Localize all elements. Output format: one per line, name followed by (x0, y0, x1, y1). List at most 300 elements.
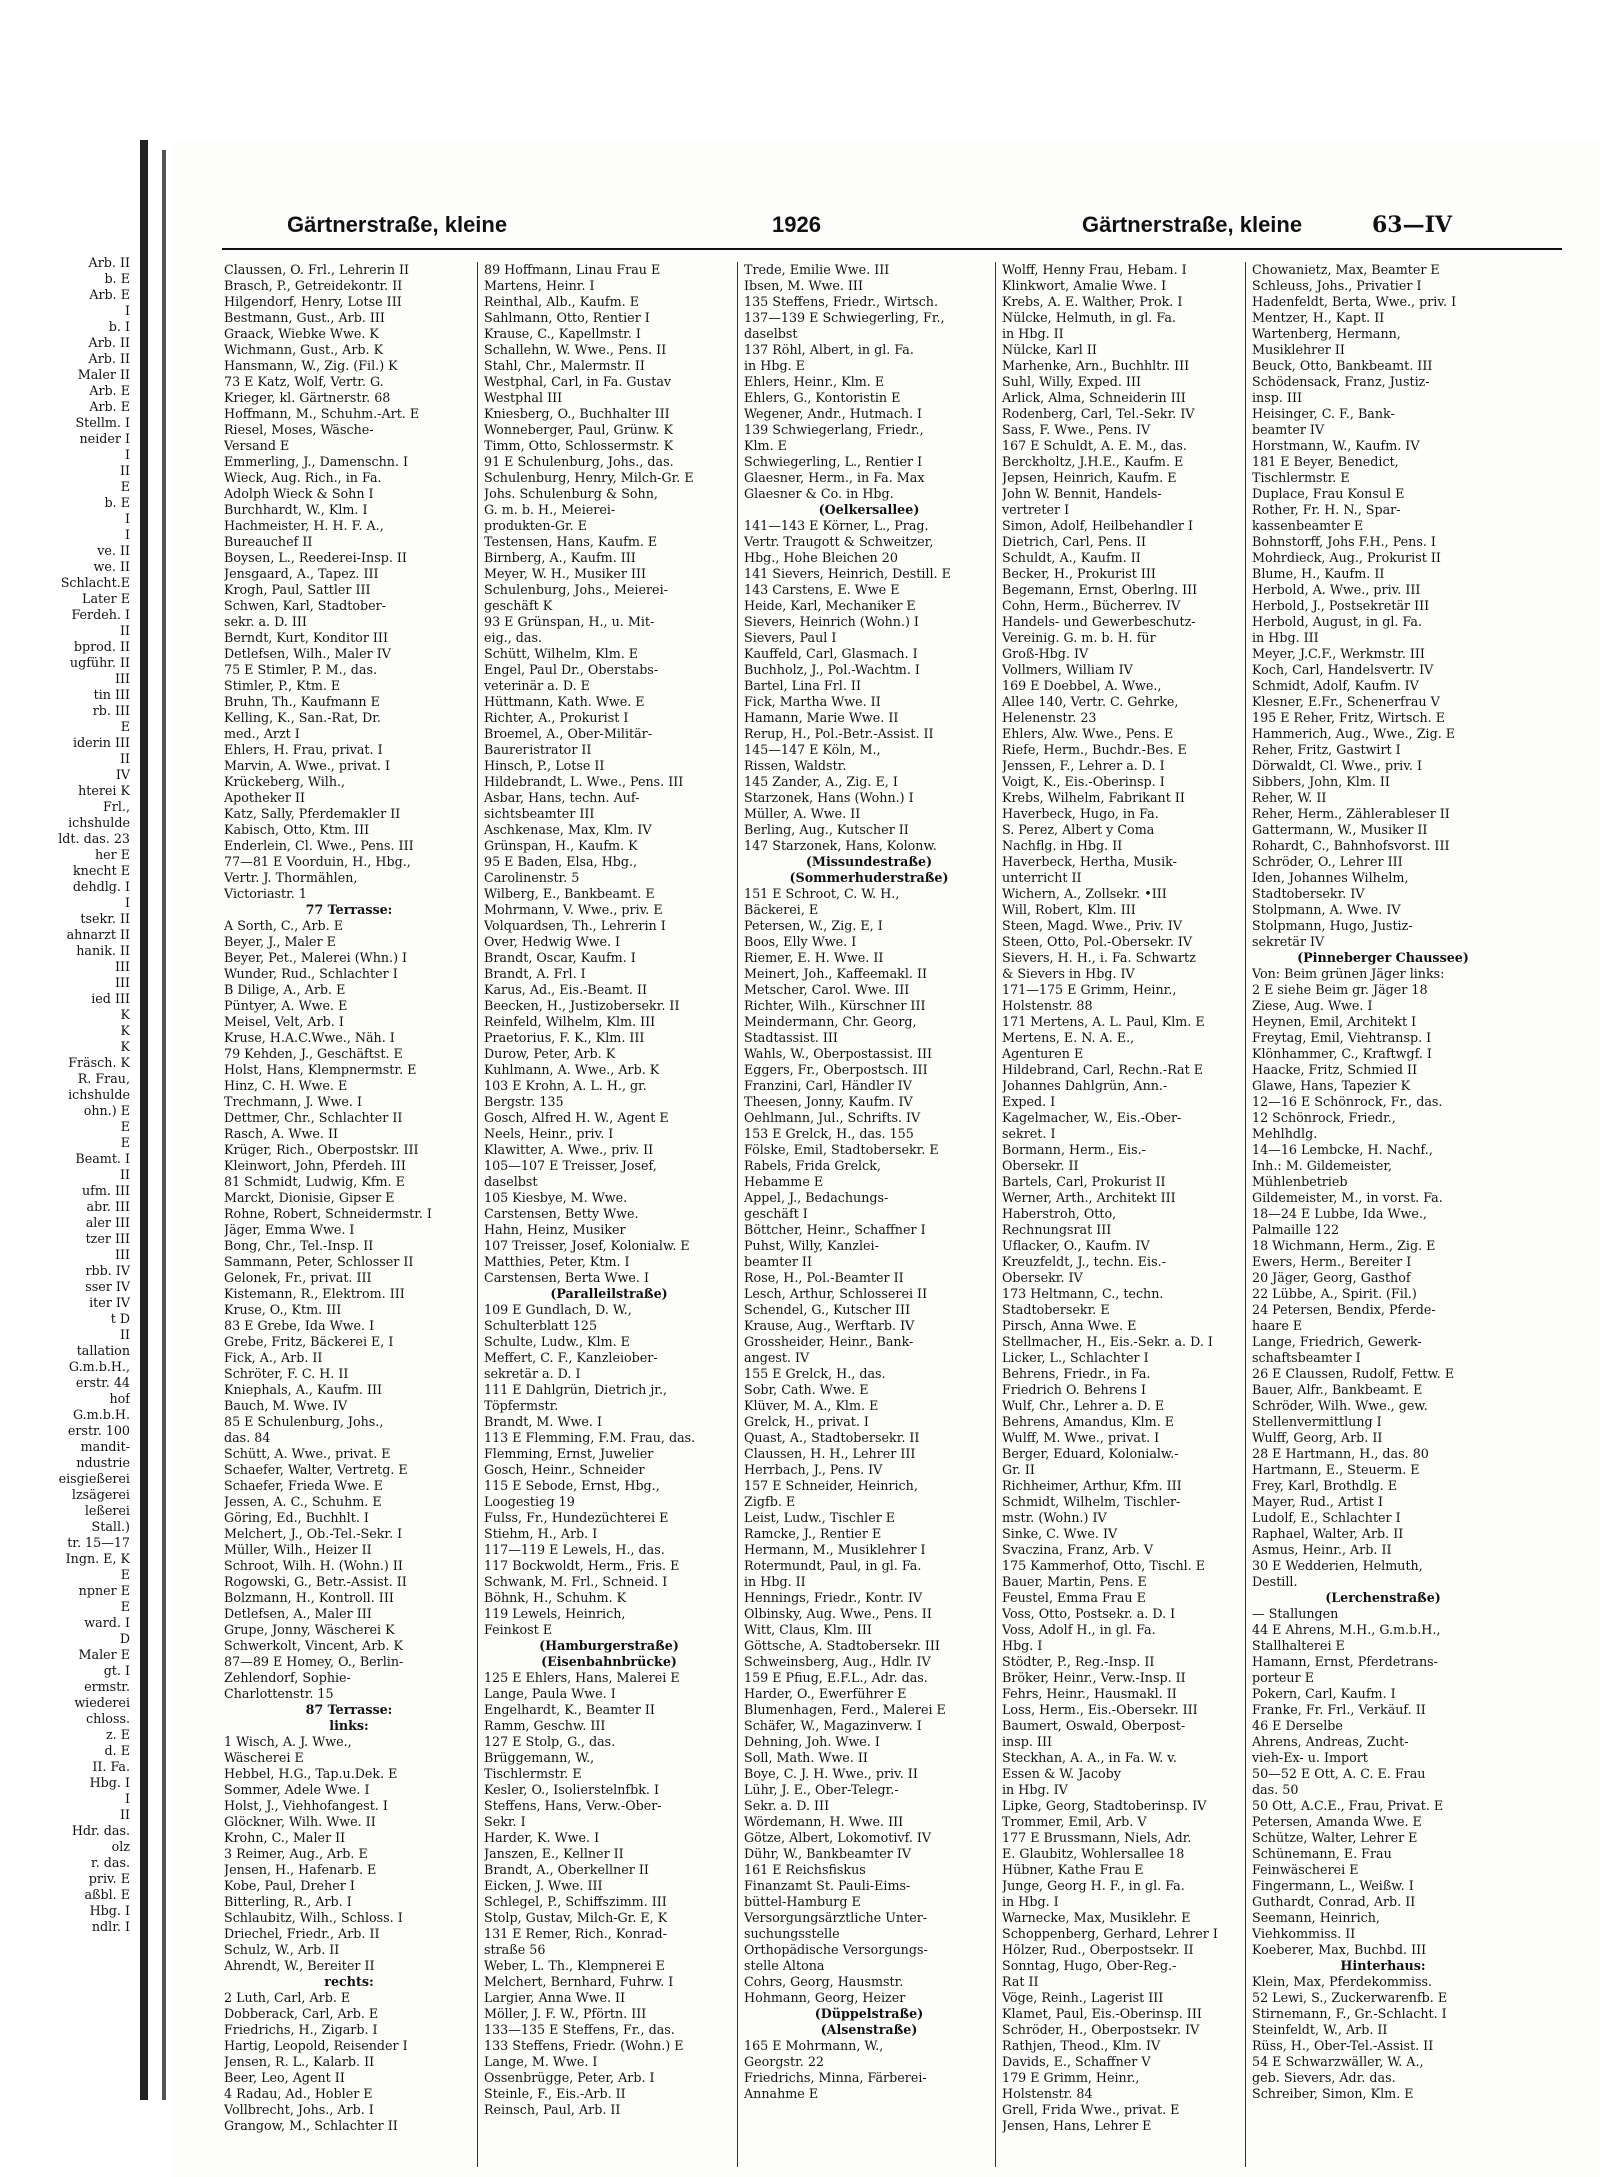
directory-line: 115 E Sebode, Ernst, Hbg., (484, 1478, 660, 1493)
left-fragment-line: Hbg. I (89, 1903, 130, 1918)
directory-line: 145 Zander, A., Zig. E, I (744, 774, 898, 789)
directory-line: Beyer, Pet., Malerei (Whn.) I (224, 950, 408, 965)
directory-line: Riemer, E. H. Wwe. II (744, 950, 884, 965)
directory-line: Krebs, Wilhelm, Fabrikant II (1002, 790, 1185, 805)
directory-line: 151 E Schroot, C. W. H., (744, 886, 900, 901)
directory-line: Asmus, Heinr., Arb. II (1252, 1542, 1392, 1557)
directory-line: Bauer, Martin, Pens. E (1002, 1574, 1147, 1589)
directory-line: 28 E Hartmann, H., das. 80 (1252, 1446, 1429, 1461)
left-fragment-line: Ingn. E, K (65, 1551, 130, 1566)
directory-line: Ramcke, J., Rentier E (744, 1526, 882, 1541)
directory-line: Reher, Fritz, Gastwirt I (1252, 742, 1401, 757)
directory-line: Hansmann, W., Zig. (Fil.) K (224, 358, 398, 373)
directory-line: Schwerkolt, Vincent, Arb. K (224, 1638, 403, 1653)
directory-line: Schütt, Wilhelm, Klm. E (484, 646, 639, 661)
left-fragment-line: Arb. E (89, 383, 130, 398)
directory-line: sekretär a. D. I (484, 1366, 581, 1381)
directory-line: Kruse, O., Ktm. III (224, 1302, 342, 1317)
directory-line: Fehrs, Heinr., Hausmakl. II (1002, 1686, 1177, 1701)
directory-line: Carstensen, Betty Wwe. (484, 1206, 639, 1221)
directory-line: Töpfermstr. (484, 1398, 559, 1413)
directory-line: in Hbg. III (1252, 630, 1319, 645)
directory-line: Detlefsen, A., Maler III (224, 1606, 372, 1621)
directory-line: 50 Ott, A.C.E., Frau, Privat. E (1252, 1798, 1444, 1813)
directory-line: Vertr. Traugott & Schweitzer, (744, 534, 934, 549)
directory-line: 173 Heltmann, C., techn. (1002, 1286, 1164, 1301)
directory-line: 2 Luth, Carl, Arb. E (224, 1990, 351, 2005)
left-fragment-line: ufm. III (82, 1183, 130, 1198)
left-fragment-line: Fräsch. K (68, 1055, 130, 1070)
directory-line: Stallhalterei E (1252, 1638, 1345, 1653)
directory-line: Grell, Frida Wwe., privat. E (1002, 2102, 1180, 2117)
directory-line: sichtsbeamter III (484, 806, 595, 821)
directory-line: 95 E Baden, Elsa, Hbg., (484, 854, 638, 869)
directory-line: (Hamburgerstraße) (539, 1638, 679, 1653)
left-fragment-line: hterei K (78, 783, 130, 798)
directory-line: Wartenberg, Hermann, (1252, 326, 1401, 341)
left-fragment-line: ward. I (84, 1615, 130, 1630)
directory-line: 14—16 Lembcke, H. Nachf., (1252, 1142, 1433, 1157)
directory-line: Stödter, P., Reg.-Insp. II (1002, 1654, 1155, 1669)
left-fragment-line: rb. III (92, 703, 130, 718)
directory-line: 24 Petersen, Bendix, Pferde- (1252, 1302, 1436, 1317)
left-fragment-line: z. E (105, 1727, 130, 1742)
directory-line: Riesel, Moses, Wäsche- (224, 422, 374, 437)
left-fragment-line: npner E (78, 1583, 130, 1598)
directory-line: (Düppelstraße) (814, 2006, 924, 2021)
directory-line: straße 56 (484, 1942, 546, 1957)
directory-line: Marckt, Dionisie, Gipser E (224, 1190, 395, 1205)
directory-line: Voss, Otto, Postsekr. a. D. I (1002, 1606, 1176, 1621)
directory-line: Versorgungsärztliche Unter- (744, 1910, 928, 1925)
directory-line: Jensen, H., Hafenarb. E (224, 1862, 377, 1877)
directory-line: Rüss, H., Ober-Tel.-Assist. II (1252, 2038, 1434, 2053)
directory-line: in Hbg. II (744, 1574, 806, 1589)
directory-line: Timm, Otto, Schlossermstr. K (484, 438, 674, 453)
left-fragment-line: II. Fa. (92, 1759, 130, 1774)
directory-line: Leist, Ludw., Tischler E (744, 1510, 896, 1525)
left-fragment-line: Arb. II (88, 351, 130, 366)
directory-line: Will, Robert, Klm. III (1002, 902, 1136, 917)
book-gutter-shadow (140, 140, 148, 2100)
directory-line: Baumert, Oswald, Oberpost- (1002, 1718, 1186, 1733)
directory-line: Praetorius, F. K., Klm. III (484, 1030, 645, 1045)
directory-line: Junge, Georg H. F., in gl. Fa. (1002, 1878, 1185, 1893)
directory-line: Wichmann, Gust., Arb. K (224, 342, 384, 357)
directory-line: Vöge, Reinh., Lagerist III (1002, 1990, 1164, 2005)
directory-line: Klein, Max, Pferdekommiss. (1252, 1974, 1433, 1989)
directory-line: 143 Carstens, E. Wwe E (744, 582, 900, 597)
left-fragment-line: E (120, 1119, 130, 1134)
directory-line: Rasch, A. Wwe. II (224, 1126, 338, 1141)
directory-line: Duplace, Frau Konsul E (1252, 486, 1405, 501)
directory-line: Jessen, A. C., Schuhm. E (224, 1494, 382, 1509)
column-2 (484, 262, 734, 2118)
left-fragment-line: ndlr. I (91, 1919, 130, 1934)
directory-line: Raphael, Walter, Arb. II (1252, 1526, 1404, 1541)
directory-line: Dehning, Joh. Wwe. I (744, 1734, 880, 1749)
directory-line: Krüger, Rich., Oberpostskr. III (224, 1142, 419, 1157)
directory-line: Rodenberg, Carl, Tel.-Sekr. IV (1002, 406, 1195, 421)
directory-line: Müller, A. Wwe. II (744, 806, 861, 821)
directory-line: Klesner, E.Fr., Schenerfrau V (1252, 694, 1440, 709)
directory-line: angest. IV (744, 1350, 810, 1365)
directory-line: sekret. I (1002, 1126, 1056, 1141)
directory-line: Kauffeld, Carl, Glasmach. I (744, 646, 918, 661)
directory-line: Harder, K. Wwe. I (484, 1830, 600, 1845)
directory-line: 125 E Ehlers, Hans, Malerei E (484, 1670, 680, 1685)
directory-line: Hermann, M., Musiklehrer I (744, 1542, 926, 1557)
directory-line: Obersekr. IV (1002, 1270, 1083, 1285)
directory-line: Sinke, C. Wwe. IV (1002, 1526, 1118, 1541)
directory-line: Klm. E (744, 438, 787, 453)
directory-line: Sibbers, John, Klm. II (1252, 774, 1390, 789)
directory-line: 179 E Grimm, Heinr., (1002, 2070, 1140, 2085)
left-fragment-line: I (124, 895, 130, 910)
directory-line: Gosch, Alfred H. W., Agent E (484, 1110, 669, 1125)
directory-line: Berndt, Kurt, Konditor III (224, 630, 388, 645)
directory-line: Matthies, Peter, Ktm. I (484, 1254, 630, 1269)
directory-line: 18 Wichmann, Herm., Zig. E (1252, 1238, 1436, 1253)
left-fragment-line: tzer III (85, 1231, 130, 1246)
directory-line: Schreiber, Simon, Klm. E (1252, 2086, 1414, 2101)
directory-line: Hinterhaus: (1340, 1958, 1426, 1973)
directory-line: Wahls, W., Oberpostassist. III (744, 1046, 933, 1061)
directory-line: Jensgaard, A., Tapez. III (224, 566, 379, 581)
directory-line: Marhenke, Arn., Buchhltr. III (1002, 358, 1190, 373)
directory-line: Exped. I (1002, 1094, 1056, 1109)
directory-line: Johannes Dahlgrün, Ann.- (1002, 1078, 1168, 1093)
left-fragment-line: aßbl. E (84, 1887, 130, 1902)
directory-line: Stellenvermittlung I (1252, 1414, 1382, 1429)
directory-line: Hübner, Kathe Frau E (1002, 1862, 1144, 1877)
directory-line: Mehlhdlg. (1252, 1126, 1318, 1141)
directory-line: Schulenburg, Johs., Meierei- (484, 582, 668, 597)
directory-line: Fulss, Fr., Hundezüchterei E (484, 1510, 669, 1525)
directory-line: Uflacker, O., Kaufm. IV (1002, 1238, 1150, 1253)
directory-line: Götze, Albert, Lokomotivf. IV (744, 1830, 932, 1845)
left-fragment-line: Schlacht.E (60, 575, 130, 590)
directory-line: Lange, M. Wwe. I (484, 2054, 598, 2069)
directory-line: porteur E (1252, 1670, 1314, 1685)
directory-line: Wulff, Georg, Arb. II (1252, 1430, 1383, 1445)
directory-line: Westphal, Carl, in Fa. Gustav (484, 374, 672, 389)
directory-line: Herbold, J., Postsekretär III (1252, 598, 1430, 613)
left-fragment-line: hof (109, 1391, 130, 1406)
directory-line: Hahn, Heinz, Musiker (484, 1222, 626, 1237)
directory-line: Glaesner, Herm., in Fa. Max (744, 470, 925, 485)
directory-line: Detlefsen, Wilh., Maler IV (224, 646, 391, 661)
left-fragment-line: ichshulde (68, 815, 130, 830)
left-fragment-line: II (119, 1807, 130, 1822)
directory-line: 87 Terrasse: (305, 1702, 393, 1717)
directory-line: Richheimer, Arthur, Kfm. III (1002, 1478, 1182, 1493)
directory-line: 153 E Grelck, H., das. 155 (744, 1126, 914, 1141)
directory-line: Hennings, Friedr., Kontr. IV (744, 1590, 923, 1605)
directory-line: Schaefer, Walter, Vertretg. E (224, 1462, 408, 1477)
directory-line: Meyer, W. H., Musiker III (484, 566, 647, 581)
directory-line: Quast, A., Stadtobersekr. II (744, 1430, 920, 1445)
directory-line: Hartmann, E., Steuerm. E (1252, 1462, 1420, 1477)
directory-line: 181 E Beyer, Benedict, (1252, 454, 1399, 469)
directory-line: Holstenstr. 88 (1002, 998, 1093, 1013)
directory-line: Victoriastr. 1 (224, 886, 307, 901)
directory-line: Schäfer, W., Magazinverw. I (744, 1718, 922, 1733)
left-fragment-line: Arb. II (88, 255, 130, 270)
directory-line: Schweinsberg, Aug., Hdlr. IV (744, 1654, 931, 1669)
directory-line: 50—52 E Ott, A. C. E. Frau (1252, 1766, 1426, 1781)
directory-line: Grelck, H., privat. I (744, 1414, 869, 1429)
directory-line: Herrbach, J., Pens. IV (744, 1462, 883, 1477)
directory-line: Schwen, Karl, Stadtober- (224, 598, 387, 613)
directory-line: Tischlermstr. E (484, 1766, 582, 1781)
left-fragment-line: b. E (104, 271, 130, 286)
directory-line: (Paralleilstraße) (550, 1286, 668, 1301)
directory-line: Feinkost E (484, 1622, 553, 1637)
directory-line: Hachmeister, H. H. F. A., (224, 518, 384, 533)
directory-line: Haberstroh, Otto, (1002, 1206, 1117, 1221)
directory-line: Kistemann, R., Elektrom. III (224, 1286, 405, 1301)
directory-line: Zehlendorf, Sophie- (224, 1670, 351, 1685)
directory-line: Hohmann, Georg, Heizer (744, 1990, 906, 2005)
directory-line: Klawitter, A. Wwe., priv. II (484, 1142, 654, 1157)
directory-line: 75 E Stimler, P. M., das. (224, 662, 378, 677)
left-fragment-line: III (114, 671, 130, 686)
directory-line: Obersekr. II (1002, 1158, 1079, 1173)
left-fragment-line: E (120, 479, 130, 494)
directory-line: 2 E siehe Beim gr. Jäger 18 (1252, 982, 1428, 997)
directory-line: 46 E Derselbe (1252, 1718, 1343, 1733)
directory-line: Hoffmann, M., Schuhm.-Art. E (224, 406, 420, 421)
left-fragment-line: E (120, 1599, 130, 1614)
left-fragment-line: her E (94, 847, 130, 862)
directory-line: in Hbg. IV (1002, 1782, 1068, 1797)
directory-line: mstr. (Wohn.) IV (1002, 1510, 1107, 1525)
directory-line: das. 84 (224, 1430, 271, 1445)
directory-line: Hbg. I (1002, 1638, 1043, 1653)
directory-line: Handels- und Gewerbeschutz- (1002, 614, 1196, 629)
directory-line: 145—147 E Köln, M., (744, 742, 881, 757)
directory-line: haare E (1252, 1318, 1303, 1333)
directory-line: Appel, J., Bedachungs- (744, 1190, 889, 1205)
directory-line: Meffert, C. F., Kanzleiober- (484, 1350, 658, 1365)
directory-line: Sammann, Peter, Schlosser II (224, 1254, 414, 1269)
directory-line: med., Arzt I (224, 726, 300, 741)
directory-line: 167 E Schuldt, A. E. M., das. (1002, 438, 1187, 453)
directory-line: Schröter, F. C. H. II (224, 1366, 349, 1381)
directory-line: Sahlmann, Otto, Rentier I (484, 310, 650, 325)
left-page-text (0, 255, 130, 1935)
directory-line: Jensen, R. L., Kalarb. II (224, 2054, 375, 2069)
directory-line: Beecken, H., Justizobersekr. II (484, 998, 680, 1013)
directory-line: Burchhardt, W., Klm. I (224, 502, 368, 517)
directory-line: Berckholtz, J.H.E., Kaufm. E (1002, 454, 1184, 469)
directory-line: Pokern, Carl, Kaufm. I (1252, 1686, 1396, 1701)
directory-line: Asbar, Hans, techn. Auf- (484, 790, 640, 805)
directory-line: Grangow, M., Schlachter II (224, 2118, 398, 2133)
directory-line: Heide, Karl, Mechaniker E (744, 598, 916, 613)
directory-line: Ewers, Herm., Bereiter I (1252, 1254, 1412, 1269)
left-fragment-line: III (114, 1247, 130, 1262)
directory-line: Nülcke, Helmuth, in gl. Fa. (1002, 310, 1176, 325)
directory-line: Steffens, Hans, Verw.-Ober- (484, 1798, 662, 1813)
directory-line: Schulenburg, Henry, Milch-Gr. E (484, 470, 694, 485)
left-fragment-line: tsekr. II (80, 911, 130, 926)
directory-line: Rose, H., Pol.-Beamter II (744, 1270, 904, 1285)
directory-line: Krieger, kl. Gärtnerstr. 68 (224, 390, 391, 405)
directory-line: Sommer, Adele Wwe. I (224, 1782, 370, 1797)
directory-line: 89 Hoffmann, Linau Frau E (484, 262, 661, 277)
directory-line: Koeberer, Max, Buchbd. III (1252, 1942, 1427, 1957)
directory-line: Mohrdieck, Aug., Prokurist II (1252, 550, 1441, 565)
directory-line: 20 Jäger, Georg, Gasthof (1252, 1270, 1411, 1285)
directory-line: Ehlers, H. Frau, privat. I (224, 742, 383, 757)
directory-line: 147 Starzonek, Hans, Kolonw. (744, 838, 937, 853)
directory-line: Klamet, Paul, Eis.-Oberinsp. III (1002, 2006, 1202, 2021)
directory-line: 91 E Schulenburg, Johs., das. (484, 454, 674, 469)
directory-line: Stolp, Gustav, Milch-Gr. E, K (484, 1910, 668, 1925)
directory-line: Melchert, Bernhard, Fuhrw. I (484, 1974, 674, 1989)
directory-line: 165 E Mohrmann, W., (744, 2038, 884, 2053)
directory-line: veterinär a. D. E (484, 678, 590, 693)
directory-line: Schroot, Wilh. H. (Wohn.) II (224, 1558, 403, 1573)
directory-line: Steckhan, A. A., in Fa. W. v. (1002, 1750, 1177, 1765)
directory-line: Driechel, Friedr., Arb. II (224, 1926, 380, 1941)
directory-line: Brandt, Oscar, Kaufm. I (484, 950, 636, 965)
directory-line: Reher, Herm., Zählerableser II (1252, 806, 1450, 821)
column-3 (744, 262, 994, 2102)
directory-line: Heisinger, C. F., Bank- (1252, 406, 1395, 421)
directory-line: vieh-Ex- u. Import (1252, 1750, 1368, 1765)
directory-line: daselbst (484, 1174, 538, 1189)
directory-line: Rat II (1002, 1974, 1039, 1989)
directory-line: Voss, Adolf H., in gl. Fa. (1002, 1622, 1156, 1637)
directory-line: eig., das. (484, 630, 543, 645)
directory-line: Glawe, Hans, Tapezier K (1252, 1078, 1411, 1093)
directory-line: Klinkwort, Amalie Wwe. I (1002, 278, 1167, 293)
directory-line: Ahrendt, W., Bereiter II (224, 1958, 375, 1973)
directory-line: Haverbeck, Hugo, in Fa. (1002, 806, 1159, 821)
left-fragment-line: abr. III (86, 1199, 130, 1214)
directory-line: Guthardt, Conrad, Arb. II (1252, 1894, 1416, 1909)
directory-line: in Hbg. II (1002, 326, 1064, 341)
directory-line: Kagelmacher, W., Eis.-Ober- (1002, 1110, 1182, 1125)
left-fragment-line: ldt. das. 23 (58, 831, 130, 846)
directory-line: Sievers, H. H., i. Fa. Schwartz (1002, 950, 1196, 965)
directory-line: 44 E Ahrens, M.H., G.m.b.H., (1252, 1622, 1441, 1637)
directory-line: Werner, Arth., Architekt III (1002, 1190, 1176, 1205)
directory-line: Ehlers, Alw. Wwe., Pens. E (1002, 726, 1174, 741)
left-fragment-line: Ferdeh. I (71, 607, 130, 622)
directory-line: Stadtassist. III (744, 1030, 838, 1045)
directory-line: Stirnemann, F., Gr.-Schlacht. I (1252, 2006, 1447, 2021)
directory-line: Holst, Hans, Klempnermstr. E (224, 1062, 417, 1077)
directory-line: Krebs, A. E. Walther, Prok. I (1002, 294, 1183, 309)
directory-line: links: (329, 1718, 369, 1733)
directory-line: Rabels, Frida Grelck, (744, 1158, 881, 1173)
directory-line: Tischlermstr. E (1252, 470, 1350, 485)
directory-line: 85 E Schulenburg, Johs., (224, 1414, 384, 1429)
directory-line: Loogestieg 19 (484, 1494, 575, 1509)
directory-line: Friedrichs, H., Zigarb. I (224, 2022, 378, 2037)
directory-line: Wilberg, E., Bankbeamt. E (484, 886, 655, 901)
directory-line: kassenbeamter E (1252, 518, 1364, 533)
directory-line: Trommer, Emil, Arb. V (1002, 1814, 1147, 1829)
directory-line: Beuck, Otto, Bankbeamt. III (1252, 358, 1433, 373)
directory-line: Reinfeld, Wilhelm, Klm. III (484, 1014, 656, 1029)
page-number: 63—IV (1372, 212, 1452, 238)
directory-page (172, 140, 1600, 2177)
directory-line: Rathjen, Theod., Klm. IV (1002, 2038, 1161, 2053)
left-fragment-line: Maler II (77, 367, 130, 382)
directory-line: Blumenhagen, Ferd., Malerei E (744, 1702, 946, 1717)
directory-line: Friedrichs, Minna, Färberei- (744, 2070, 927, 2085)
left-fragment-line: hanik. II (76, 943, 130, 958)
directory-line: Versand E (224, 438, 290, 453)
directory-line: geb. Sievers, Adr. das. (1252, 2070, 1396, 2085)
directory-line: Feustel, Emma Frau E (1002, 1590, 1146, 1605)
left-fragment-line: d. E (104, 1743, 130, 1758)
directory-line: Orthopädische Versorgungs- (744, 1942, 928, 1957)
directory-line: 157 E Schneider, Heinrich, (744, 1478, 918, 1493)
directory-line: Stiehm, H., Arb. I (484, 1526, 598, 1541)
directory-line: Sonntag, Hugo, Ober-Reg.- (1002, 1958, 1177, 1973)
directory-line: Riefe, Herm., Buchdr.-Bes. E (1002, 742, 1187, 757)
directory-line: Gr. II (1002, 1462, 1035, 1477)
directory-line: 137 Röhl, Albert, in gl. Fa. (744, 342, 914, 357)
directory-line: Trede, Emilie Wwe. III (744, 262, 890, 277)
left-fragment-line: I (124, 447, 130, 462)
directory-line: vertreter I (1002, 502, 1070, 517)
directory-line: Schulte, Ludw., Klm. E (484, 1334, 630, 1349)
directory-line: Meyer, J.C.F., Werkmstr. III (1252, 646, 1425, 661)
left-fragment-line: Stellm. I (75, 415, 130, 430)
directory-line: Vollmers, William IV (1002, 662, 1133, 677)
directory-line: Gildemeister, M., in vorst. Fa. (1252, 1190, 1443, 1205)
directory-line: Johs. Schulenburg & Sohn, (484, 486, 658, 501)
directory-line: Steen, Magd. Wwe., Priv. IV (1002, 918, 1182, 933)
directory-line: Heynen, Emil, Architekt I (1252, 1014, 1417, 1029)
directory-line: Finanzamt St. Pauli-Eims- (744, 1878, 911, 1893)
directory-line: 1 Wisch, A. J. Wwe., (224, 1734, 352, 1749)
directory-line: 4 Radau, Ad., Hobler E (224, 2086, 373, 2101)
left-fragment-line: I (124, 527, 130, 542)
directory-line: Brandt, A. Frl. I (484, 966, 586, 981)
directory-line: Grossheider, Heinr., Bank- (744, 1334, 914, 1349)
directory-line: Ludolf, E., Schlachter I (1252, 1510, 1401, 1525)
left-fragment-line: ndustrie (76, 1455, 130, 1470)
directory-line: Bolzmann, H., Kontroll. III (224, 1590, 394, 1605)
directory-line: Over, Hedwig Wwe. I (484, 934, 621, 949)
directory-line: Hartig, Leopold, Reisender I (224, 2038, 408, 2053)
directory-line: Pirsch, Anna Wwe. E (1002, 1318, 1137, 1333)
directory-line: Viehkommiss. II (1252, 1926, 1356, 1941)
directory-line: Sekr. a. D. III (744, 1798, 830, 1813)
directory-line: Aschkenase, Max, Klm. IV (484, 822, 652, 837)
left-fragment-line: mandit- (80, 1439, 130, 1454)
directory-line: Dörwaldt, Cl. Wwe., priv. I (1252, 758, 1422, 773)
directory-line: Freytag, Emil, Viehtransp. I (1252, 1030, 1432, 1045)
directory-line: Mentzer, H., Kapt. II (1252, 310, 1385, 325)
directory-line: Schödensack, Franz, Justiz- (1252, 374, 1430, 389)
directory-line: Lesch, Arthur, Schlosserei II (744, 1286, 928, 1301)
directory-line: Ziese, Aug. Wwe. I (1252, 998, 1373, 1013)
left-fragment-line: dehdlg. I (72, 879, 130, 894)
directory-line: Testensen, Hans, Kaufm. E (484, 534, 658, 549)
directory-line: Hölzer, Rud., Oberpostsekr. II (1002, 1942, 1194, 1957)
directory-line: Karus, Ad., Eis.-Beamt. II (484, 982, 648, 997)
column-1 (224, 262, 474, 2134)
